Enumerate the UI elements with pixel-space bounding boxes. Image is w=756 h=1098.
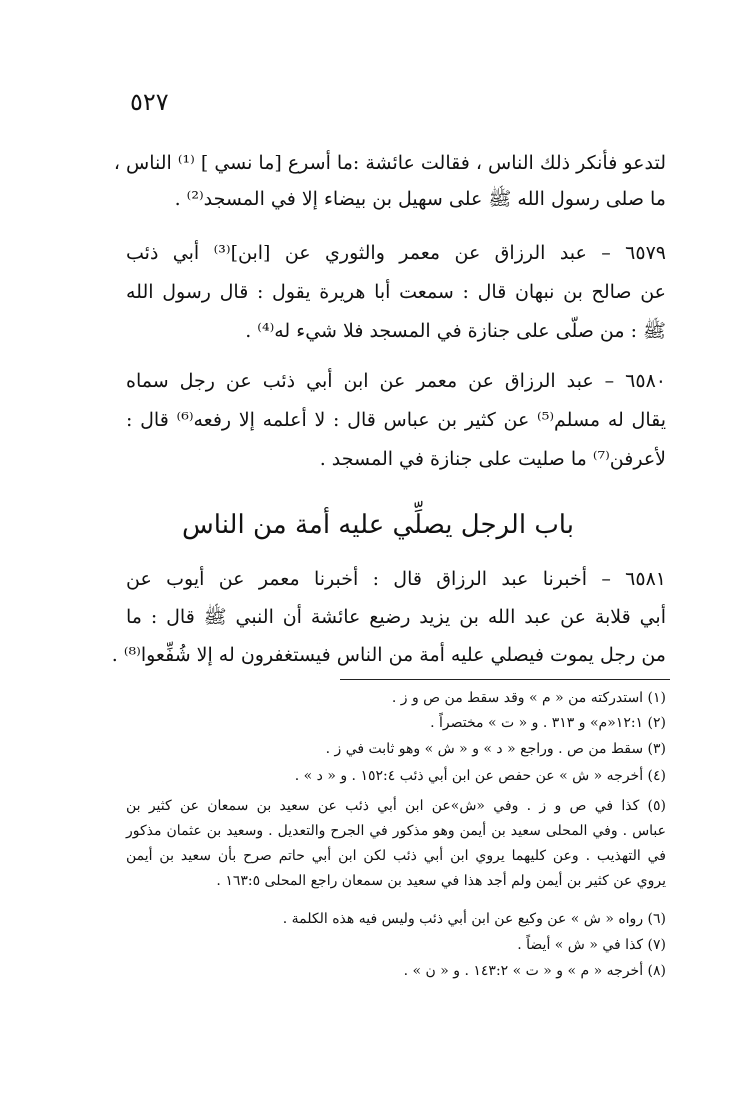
footnote-divider bbox=[340, 679, 670, 680]
body-line: أبي قلابة عن عبد الله بن يزيد رضيع عائشة أن النبي ﷺ قال : ما bbox=[126, 606, 666, 628]
body-line: لتدعو فأنكر ذلك الناس ، فقالت عائشة :ما أسرع [ما نسي ] ⁽¹⁾ الناس ، bbox=[113, 152, 666, 174]
footnote: (٤) أخرجه « ش » عن حفص عن ابن أبي ذئب ١٥٢:٤ . و « د » . bbox=[294, 768, 666, 784]
body-line: يقال له مسلم⁽⁵⁾ عن كثير بن عباس قال : لا أعلمه إلا رفعه⁽⁶⁾ قال : bbox=[126, 409, 667, 431]
footnote: (٣) سقط من ص . وراجع « د » و « ش » وهو ثابت في ز . bbox=[325, 741, 666, 757]
footnote-continuation: في التهذيب . وعن كليهما يروي ابن أبي ذئب لكن ابن أبي حاتم صرح بأن سعيد بن أيمن bbox=[126, 848, 666, 864]
body-line: ما صلى رسول الله ﷺ على سهيل بن بيضاء إلا في المسجد⁽²⁾ . bbox=[174, 188, 666, 210]
body-line: ﷺ : من صلّى على جنازة في المسجد فلا شيء له⁽⁴⁾ . bbox=[245, 320, 666, 342]
chapter-heading: باب الرجل يصلِّي عليه أمة من الناس bbox=[182, 510, 574, 540]
footnote: (١) استدركته من « م » وقد سقط من ص و ز . bbox=[391, 690, 666, 706]
body-line: من رجل يموت فيصلي عليه أمة من الناس فيستغفرون له إلا شُفِّعوا⁽⁸⁾ . bbox=[111, 644, 666, 666]
body-line: لأعرفن⁽⁷⁾ ما صليت على جنازة في المسجد . bbox=[319, 448, 666, 470]
body-line: ٦٥٨١ – أخبرنا عبد الرزاق قال : أخبرنا معمر عن أيوب عن bbox=[126, 568, 666, 590]
footnote: (٥) كذا في ص و ز . وفي «ش»عن ابن أبي ذئب عن سعيد بن سمعان عن كثير بن bbox=[126, 798, 666, 814]
body-line: ٦٥٧٩ – عبد الرزاق عن معمر والثوري عن [ابن]⁽³⁾ أبي ذئب bbox=[126, 242, 666, 264]
body-line: ٦٥٨٠ – عبد الرزاق عن معمر عن ابن أبي ذئب عن رجل سماه bbox=[126, 370, 666, 392]
footnote: (٢) ١٢:١«م» و ٣١٣ . و « ت » مختصراً . bbox=[430, 715, 666, 731]
page-number: ٥٢٧ bbox=[130, 88, 169, 116]
body-line: عن صالح بن نبهان قال : سمعت أبا هريرة يقول : قال رسول الله bbox=[126, 281, 666, 303]
footnote-continuation: يروي عن كثير بن أيمن ولم أجد هذا في سعيد بن سمعان راجع المحلى ١٦٣:٥ . bbox=[216, 873, 666, 889]
footnote-continuation: عباس . وفي المحلى سعيد بن أيمن وهو مذكور في الجرح والتعديل . وسعيد بن عثمان مذكور bbox=[126, 823, 666, 839]
footnote: (٨) أخرجه « م » و « ت » ١٤٣:٢ . و « ن » . bbox=[403, 963, 666, 979]
footnote: (٦) رواه « ش » عن وكيع عن ابن أبي ذئب وليس فيه هذه الكلمة . bbox=[282, 911, 666, 927]
footnote: (٧) كذا في « ش » أيضاً . bbox=[517, 937, 666, 953]
